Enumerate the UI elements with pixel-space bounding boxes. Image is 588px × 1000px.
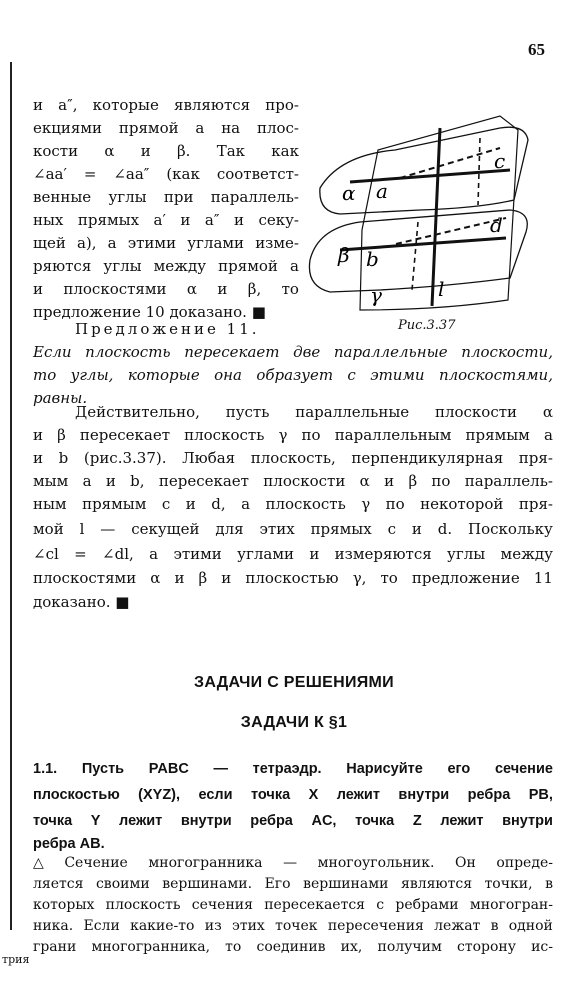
label-a: a <box>376 179 388 203</box>
label-d: d <box>490 213 503 237</box>
text-line: и a″, которые являются про- <box>33 96 299 114</box>
figure-caption: Рис.3.37 <box>398 318 456 333</box>
solution-line: △ Сечение многогранника — многоугольник. Он опреде- <box>33 855 553 871</box>
page-number: 65 <box>528 40 545 59</box>
text-line: кости α и β. Так как <box>33 142 299 160</box>
proof-line: Действительно, пусть параллельные плоскости α <box>75 403 553 421</box>
solution-line: ляется своими вершинами. Его вершинами являются точки, в <box>33 876 553 892</box>
proof-line: и β пересекает плоскость γ по параллельным прямым a <box>33 426 553 444</box>
proof-line: ∠cl = ∠dl, а этими углами и измеряются углы между <box>33 545 553 563</box>
task-line: плоскостью (XYZ), если точка X лежит внутри ребра PB, <box>33 787 553 803</box>
text-line: щей a), а этими углами изме- <box>33 234 299 252</box>
solution-line: грани многогранника, то соединив их, получим сторону ис- <box>33 939 553 955</box>
subsection-heading: ЗАДАЧИ К §1 <box>240 714 348 731</box>
text-line: ∠aa′ = ∠aa″ (как соответст- <box>33 165 299 183</box>
label-l: l <box>438 277 445 301</box>
text-line: венные углы при параллель- <box>33 188 299 206</box>
text-line: ных прямых a′ и a″ и секу- <box>33 211 299 229</box>
label-gamma: γ <box>370 283 382 307</box>
proposition-line: то углы, которые она образует с этими плоскостями, <box>33 366 553 384</box>
proof-line: и b (рис.3.37). Любая плоскость, перпендикулярная пря- <box>33 449 553 467</box>
text-line: ряются углы между прямой a <box>33 257 299 275</box>
proof-line: ным прямым c и d, а плоскость γ по некоторой пря- <box>33 495 553 513</box>
proposition-line: Если плоскость пересекает две параллельные плоскости, <box>33 343 553 361</box>
task-line: 1.1. Пусть PABC — тетраэдр. Нарисуйте его сечение <box>33 761 553 777</box>
figure-3-37 <box>300 110 540 320</box>
solution-line: ника. Если какие-то из этих точек пересечения лежат в одной <box>33 918 553 934</box>
solution-line: которых плоскость сечения пересекается с ребрами многогран- <box>33 897 553 913</box>
proposition-label <box>75 318 260 341</box>
label-b: b <box>366 247 379 271</box>
proof-line: мым a и b, пересекает плоскости α и β по параллель- <box>33 472 553 490</box>
text-line: предложение 10 доказано. ■ <box>33 303 266 321</box>
task-line: ребра AB. <box>33 836 105 852</box>
section-heading: ЗАДАЧИ С РЕШЕНИЯМИ <box>194 674 394 691</box>
proof-line: мой l — секущей для этих прямых c и d. Поскольку <box>33 520 553 538</box>
task-line: точка Y лежит внутри ребра AC, точка Z лежит внутри <box>33 813 553 829</box>
label-alpha: α <box>342 181 356 205</box>
text-line: и плоскостями α и β, то <box>33 280 299 298</box>
proof-line: доказано. ■ <box>33 593 130 611</box>
label-beta: β <box>338 243 350 267</box>
proof-line: плоскостями α и β и плоскостью γ, то предложение 11 <box>33 569 553 587</box>
margin-rule <box>10 62 12 930</box>
proposition-line: равны. <box>33 389 88 407</box>
footer-fragment: трия <box>2 953 30 966</box>
text-line: екциями прямой a на плос- <box>33 119 299 137</box>
label-c: c <box>494 149 506 173</box>
proposition-label-text: Предложение 11. <box>75 320 260 338</box>
